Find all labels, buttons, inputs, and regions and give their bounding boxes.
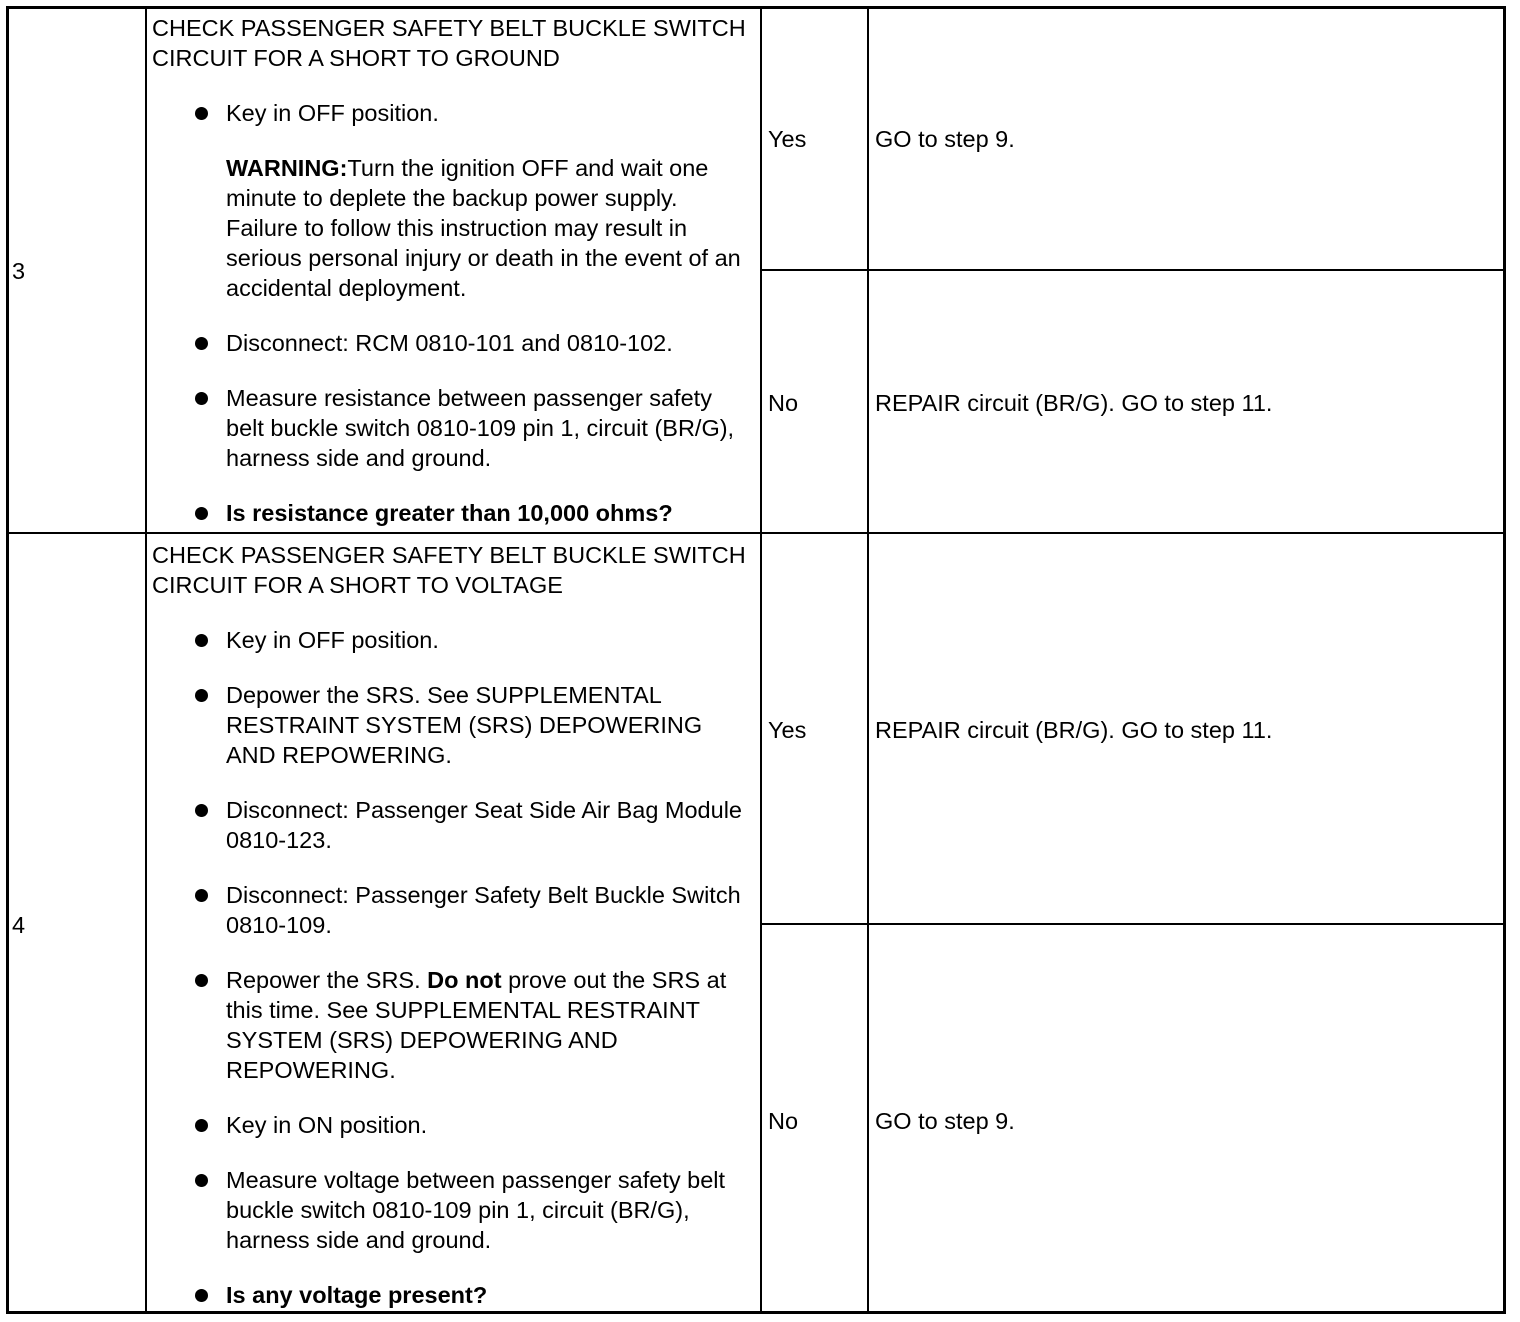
bullet-text: prove out the SRS at this time. See SUPPLEMENTAL RESTRAINT SYSTEM (SRS) DEPOWERING AND REPOWERING. [226,967,727,1083]
column-divider-test [760,8,762,1313]
action-no: GO to step 9. [875,1108,1015,1134]
instruction-bullet: Key in ON position. [226,1112,428,1138]
warning-label: WARNING: [226,155,348,181]
warning-text: Turn the ignition OFF and wait one minute to deplete the backup power supply. Failure to follow this instruction may result in serious personal injury or death in the event of an accidental deployment. [226,155,741,301]
bullet-dot [195,1119,208,1132]
step-number: 4 [12,912,26,938]
bullet-text: Repower the SRS. [226,967,428,993]
answer-no: No [768,390,799,416]
instruction-bullet: Key in OFF position. [226,100,439,126]
bullet-dot [195,634,208,647]
instruction-bullet: Depower the SRS. See SUPPLEMENTAL RESTRAINT SYSTEM (SRS) DEPOWERING AND REPOWERING. [226,682,703,768]
bullet-dot [195,1174,208,1187]
bullet-dot [195,804,208,817]
bullet-dot [195,337,208,350]
instruction-bullet: Disconnect: RCM 0810-101 and 0810-102. [226,330,673,356]
answer-yes: Yes [768,126,807,152]
step-title: CHECK PASSENGER SAFETY BELT BUCKLE SWITCH CIRCUIT FOR A SHORT TO VOLTAGE [152,542,746,598]
column-divider-result [867,8,869,1313]
step-title: CHECK PASSENGER SAFETY BELT BUCKLE SWITCH CIRCUIT FOR A SHORT TO GROUND [152,15,746,71]
instruction-bullet [226,965,746,1085]
bullet-dot [195,392,208,405]
instruction-bullet: Disconnect: Passenger Safety Belt Buckle Switch 0810-109. [226,882,741,938]
bullet-dot [195,974,208,987]
bullet-dot [195,1289,208,1302]
instruction-bullet: Disconnect: Passenger Seat Side Air Bag Module 0810-123. [226,797,742,853]
warning-note [226,153,746,303]
action-yes: REPAIR circuit (BR/G). GO to step 11. [875,717,1273,743]
bullet-dot [195,507,208,520]
action-no: REPAIR circuit (BR/G). GO to step 11. [875,390,1273,416]
row-divider-step4-yes-no [761,923,1505,925]
instruction-bullet: Key in OFF position. [226,627,439,653]
bullet-dot [195,107,208,120]
question-bullet: Is resistance greater than 10,000 ohms? [226,500,673,526]
action-yes: GO to step 9. [875,126,1015,152]
bullet-dot [195,689,208,702]
question-bullet: Is any voltage present? [226,1282,488,1308]
bullet-dot [195,889,208,902]
instruction-bullet: Measure resistance between passenger safety belt buckle switch 0810-109 pin 1, circuit (BR/G), harness side and ground. [226,385,735,471]
row-divider-step3-step4 [8,532,1505,534]
emphasis-text: Do not [427,967,502,993]
step-number: 3 [12,258,26,284]
row-divider-step3-yes-no [761,269,1505,271]
answer-no: No [768,1108,799,1134]
answer-yes: Yes [768,717,807,743]
instruction-bullet: Measure voltage between passenger safety belt buckle switch 0810-109 pin 1, circuit (BR/G), harness side and ground. [226,1167,726,1253]
column-divider-step [145,8,147,1313]
